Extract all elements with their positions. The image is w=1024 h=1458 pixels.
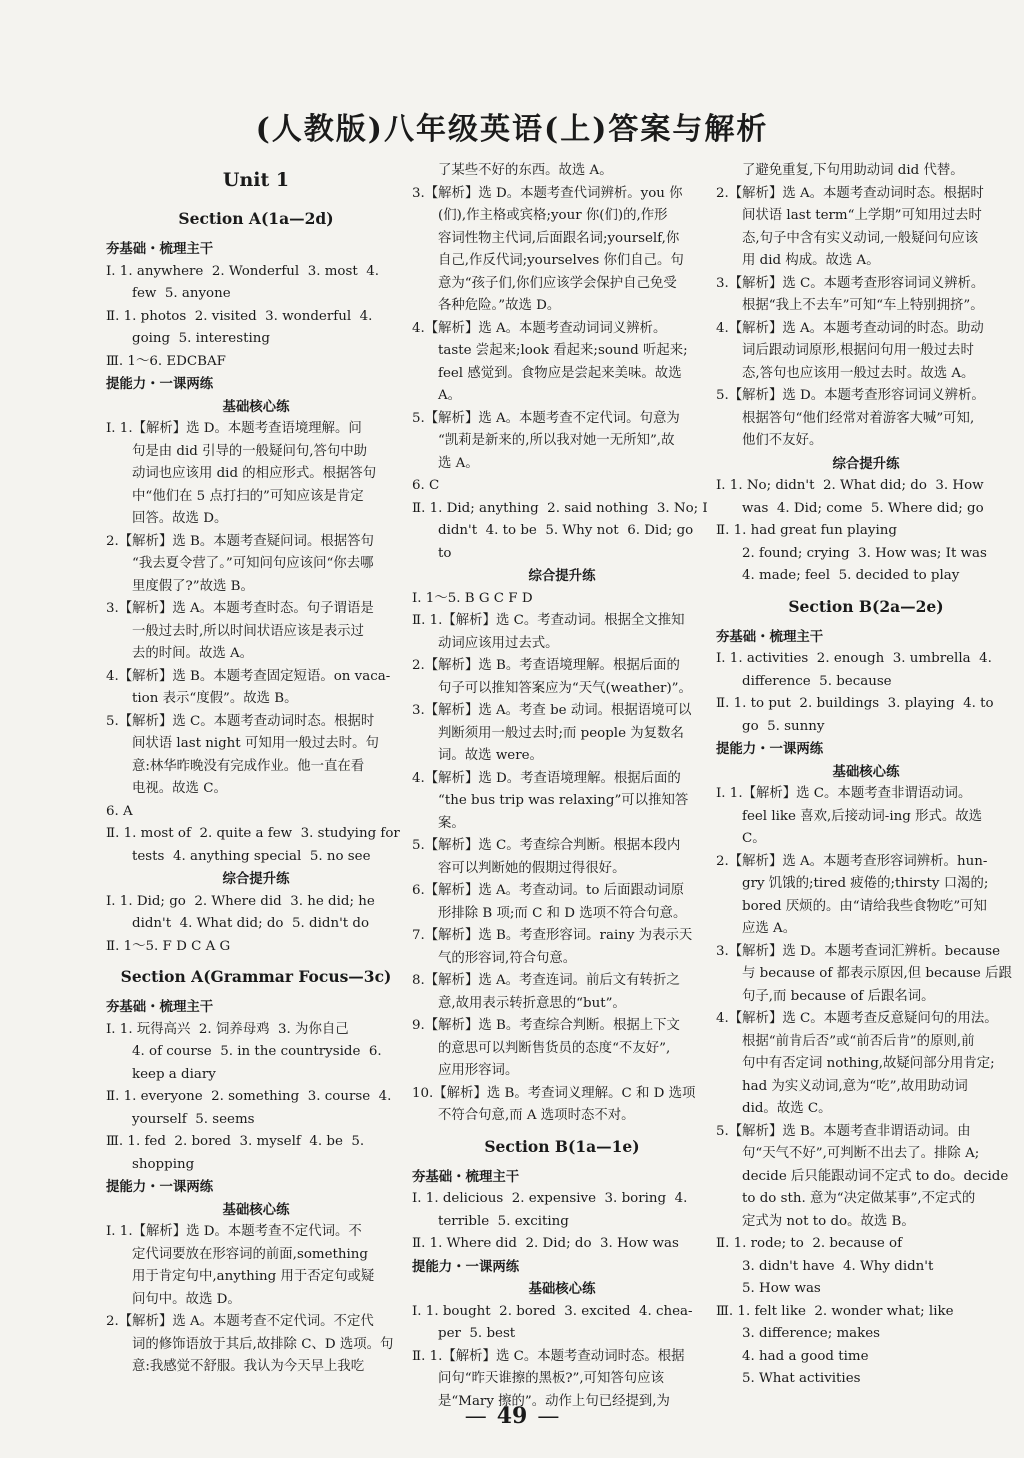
answer-line: 5.【解析】选 C。本题考查动词时态。根据时 [106, 713, 375, 729]
answer-line: Ⅱ. 1.【解析】选 C。考查动词。根据全文推知 [412, 613, 685, 628]
answer-line: Ⅰ. 1～5. B G C F D [412, 590, 533, 606]
block-heading: 提能力・一课两练 [106, 376, 214, 392]
answer-line-continued: 他们不友好。 [742, 433, 823, 448]
block-heading: 提能力・一课两练 [412, 1258, 520, 1275]
answer-line: Ⅰ. 1. Did; go 2. Where did 3. he did; he [106, 893, 375, 909]
answer-line-continued: 问句中。故选 D。 [132, 1291, 241, 1307]
answer-line-continued: 意为“孩子们,你们应该学会保护自己免受 [438, 275, 677, 291]
answer-line: Ⅱ. 1. Did; anything 2. said nothing 3. No; I [412, 500, 708, 516]
answer-line-continued: yourself 5. seems [132, 1111, 255, 1127]
answer-line-continued: 意,故用表示转折意思的“but”。 [438, 995, 626, 1011]
answer-line: Ⅱ. 1.【解析】选 C。本题考查动词时态。根据 [412, 1348, 685, 1364]
answer-line: Ⅰ. 1. activities 2. enough 3. umbrella 4. [716, 651, 992, 666]
answer-line: 4.【解析】选 B。本题考查固定短语。on vaca- [106, 668, 391, 684]
answer-line: 4.【解析】选 D。考查语境理解。根据后面的 [412, 770, 681, 786]
answer-line-continued: 定代词要放在形容词的前面,something [132, 1246, 368, 1262]
answer-line-continued: 意:我感觉不舒服。我认为今天早上我吃 [132, 1359, 365, 1374]
answer-line-continued: 去的时间。故选 A。 [132, 646, 254, 661]
answer-line: Ⅰ. 1.【解析】选 D。本题考查不定代词。不 [106, 1224, 362, 1239]
answer-line-continued: 态,答句也应该用一般过去时。故选 A。 [742, 365, 975, 381]
answer-line: Ⅰ. 1. bought 2. bored 3. excited 4. chea- [412, 1303, 693, 1319]
answer-line-continued: 句中有否定词 nothing,故疑问部分用肯定; [742, 1056, 995, 1071]
exercise-heading: 基础核心练 [832, 763, 900, 780]
answer-line-continued: 应选 A。 [742, 921, 797, 936]
answer-line-continued: per 5. best [438, 1326, 516, 1341]
answer-line: 10.【解析】选 B。考查词义理解。C 和 D 选项 [412, 1085, 696, 1101]
exercise-heading: 综合提升练 [222, 871, 290, 887]
answer-line: Ⅱ. 1～5. F D C A G [106, 938, 231, 954]
answer-line: 4.【解析】选 A。本题考查动词的时态。助动 [716, 320, 984, 336]
answer-line-continued: 回答。故选 D。 [132, 511, 228, 526]
answer-line: Ⅲ. 1. fed 2. bored 3. myself 4. be 5. [106, 1134, 365, 1149]
answer-line: 4.【解析】选 C。本题考查反意疑问句的用法。 [716, 1011, 998, 1026]
answer-line-continued: shopping [132, 1156, 195, 1172]
answer-line-continued: 词后跟动词原形,根据问句用一般过去时 [742, 343, 974, 358]
answer-line-continued: 根据“前肯后否”或“前否后肯”的原则,前 [742, 1033, 975, 1049]
answer-line-continued: 句是由 did 引导的一般疑问句,答句中助 [132, 443, 368, 459]
answer-line-continued: 动词也应该用 did 的相应形式。根据答句 [132, 466, 377, 481]
answer-line: 3.【解析】选 C。本题考查形容词词义辨析。 [716, 275, 985, 291]
answer-line-continued: 2. found; crying 3. How was; It was [742, 545, 987, 561]
answer-line: Ⅰ. 1.【解析】选 D。本题考查语境理解。问 [106, 421, 362, 436]
answer-line: 7.【解析】选 B。考查形容词。rainy 为表示天 [412, 928, 693, 943]
answer-line-continued: 一般过去时,所以时间状语应该是表示过 [132, 623, 364, 639]
answer-line-continued: 形排除 B 项;而 C 和 D 选项不符合句意。 [438, 905, 687, 921]
answer-line-continued: bored 厌烦的。由“请给我些食物吃”可知 [742, 898, 987, 914]
answer-line-continued: 词的修饰语放于其后,故排除 C、D 选项。句 [132, 1336, 394, 1352]
section-heading: Section B(2a—2e) [788, 596, 944, 616]
answer-line-continued: was 4. Did; come 5. Where did; go [742, 500, 984, 516]
answer-line: Ⅱ. 1. to put 2. buildings 3. playing 4. to [716, 696, 994, 711]
answer-line-continued: 容可以判断她的假期过得很好。 [438, 860, 626, 876]
answer-line-continued: A。 [438, 388, 462, 403]
page-title: (人教版)八年级英语(上)答案与解析 [255, 112, 769, 147]
answer-line-continued: 问句“昨天谁擦的黑板?”,可知答句应该 [438, 1371, 664, 1386]
block-heading: 夯基础・梳理主干 [412, 1168, 520, 1185]
answer-line: 3.【解析】选 A。本题考查时态。句子谓语是 [106, 601, 374, 616]
answer-line: 8.【解析】选 A。考查连词。前后文有转折之 [412, 973, 680, 988]
answer-line-continued: “凯莉是新来的,所以我对她一无所知”,故 [438, 433, 675, 448]
block-heading: 夯基础・梳理主干 [106, 241, 214, 257]
answer-line-continued: “我去夏令营了。”可知问句应该问“你去哪 [132, 556, 374, 571]
answer-line-continued: 用 did 构成。故选 A。 [742, 253, 880, 268]
answer-line-continued: did。故选 C。 [742, 1101, 832, 1116]
page-number: — 49 — [0, 1403, 1024, 1429]
answer-line-continued: terrible 5. exciting [438, 1213, 569, 1229]
section-heading: Section A(Grammar Focus—3c) [120, 967, 392, 986]
answer-line-continued: 句子可以推知答案应为“天气(weather)”。 [438, 680, 692, 696]
answer-line-continued: didn't 4. What did; do 5. didn't do [132, 916, 370, 931]
answer-line-continued: 5. What activities [742, 1371, 861, 1386]
answer-line-continued: (们),作主格或宾格;your 你(们)的,作形 [438, 208, 668, 223]
answer-line: 5.【解析】选 D。本题考查形容词词义辨析。 [716, 388, 985, 403]
exercise-heading: 基础核心练 [222, 398, 290, 415]
answer-line: 3.【解析】选 A。考查 be 动词。根据语境可以 [412, 703, 692, 718]
answer-line: 2.【解析】选 B。考查语境理解。根据后面的 [412, 658, 680, 673]
answer-line-continued: 里度假了?”故选 B。 [132, 578, 254, 594]
answer-line: 3.【解析】选 D。本题考查代词辨析。you 你 [412, 185, 683, 201]
answer-line: 5.【解析】选 B。本题考查非谓语动词。由 [716, 1123, 971, 1139]
answer-line-continued: 了避免重复,下句用助动词 did 代替。 [742, 163, 964, 178]
answer-line-continued: 应用形容词。 [438, 1063, 519, 1078]
answer-line: 5.【解析】选 C。考查综合判断。根据本段内 [412, 838, 681, 853]
answer-line-continued: 是“Mary 擦的”。动作上句已经提到,为 [438, 1393, 670, 1409]
answer-line-continued: feel 感觉到。食物应是尝起来美味。故选 [438, 365, 682, 381]
block-heading: 提能力・一课两练 [716, 741, 824, 757]
answer-line-continued: C。 [742, 831, 766, 846]
answer-line-continued: feel like 喜欢,后接动词-ing 形式。故选 [742, 808, 983, 824]
answer-line-continued: 4. made; feel 5. decided to play [742, 568, 960, 583]
answer-line-continued: few 5. anyone [132, 286, 231, 301]
column-left [106, 160, 406, 1379]
answer-line: 3.【解析】选 D。本题考查词汇辨析。because [716, 943, 1001, 959]
answer-line-continued: 间状语 last night 可知用一般过去时。句 [132, 736, 379, 751]
answer-line: Ⅰ. 1. anywhere 2. Wonderful 3. most 4. [106, 263, 380, 279]
exercise-heading: 基础核心练 [528, 1281, 596, 1297]
answer-line-continued: 气的形容词,符合句意。 [438, 950, 577, 966]
section-heading: Section A(1a—2d) [178, 209, 334, 228]
section-heading: Section B(1a—1e) [484, 1136, 640, 1156]
answer-line-continued: 定式为 not to do。故选 B。 [742, 1213, 915, 1229]
answer-line: Ⅱ. 1. had great fun playing [716, 523, 897, 538]
answer-line-continued: 判断须用一般过去时;而 people 为复数名 [438, 725, 684, 741]
answer-line: Ⅱ. 1. photos 2. visited 3. wonderful 4. [106, 308, 373, 324]
answer-line-continued: “the bus trip was relaxing”可以推知答案。 [438, 793, 689, 831]
answer-line-continued: 4. of course 5. in the countryside 6. [132, 1044, 382, 1059]
answer-line-continued: difference 5. because [742, 673, 892, 689]
answer-line: 2.【解析】选 B。本题考查疑问词。根据答句 [106, 533, 374, 549]
exercise-heading: 综合提升练 [832, 455, 900, 472]
answer-line: 5.【解析】选 A。本题考查不定代词。句意为 [412, 410, 680, 426]
block-heading: 夯基础・梳理主干 [106, 999, 214, 1015]
exercise-heading: 基础核心练 [222, 1201, 290, 1218]
answer-line-continued: keep a diary [132, 1066, 216, 1082]
answer-line: 2.【解析】选 A。本题考查形容词辨析。hun- [716, 853, 988, 869]
answer-line-continued: 意:林华昨晚没有完成作业。他一直在看 [132, 758, 365, 774]
answer-line-continued: had 为实义动词,意为“吃”,故用助动词 [742, 1078, 968, 1094]
answer-line: Ⅰ. 1.【解析】选 C。本题考查非谓语动词。 [716, 786, 972, 801]
answer-line: Ⅱ. 1. Where did 2. Did; do 3. How was [412, 1236, 679, 1251]
answer-line-continued: 容词性物主代词,后面跟名词;yourself,你 [438, 230, 680, 246]
answer-line: Ⅲ. 1. felt like 2. wonder what; like [716, 1303, 954, 1319]
answer-line: Ⅱ. 1. most of 2. quite a few 3. studying for [106, 826, 400, 841]
answer-line: 4.【解析】选 A。本题考查动词词义辨析。 [412, 320, 667, 336]
answer-line: 6. A [106, 803, 133, 819]
answer-line-continued: gry 饥饿的;tired 疲倦的;thirsty 口渴的; [742, 876, 989, 891]
answer-line-continued: taste 尝起来;look 看起来;sound 听起来; [438, 343, 688, 358]
answer-line-continued: decide 后只能跟动词不定式 to do。decide [742, 1168, 1009, 1184]
answer-line-continued: 自己,作反代词;yourselves 你们自己。句 [438, 253, 684, 268]
answer-line-continued: 用于肯定句中,anything 用于否定句或疑 [132, 1269, 375, 1284]
answer-line-continued: to do sth. 意为“决定做某事”,不定式的 [742, 1191, 976, 1206]
answer-line-continued: 态,句子中含有实义动词,一般疑问句应该 [742, 230, 979, 246]
answer-line: Ⅰ. 1. No; didn't 2. What did; do 3. How [716, 478, 984, 493]
answer-line-continued: 句子,而 because of 后跟名词。 [742, 988, 935, 1004]
answer-line: 2.【解析】选 A。本题考查不定代词。不定代 [106, 1314, 374, 1329]
answer-line-continued: 根据“我上不去车”可知“车上特别拥挤”。 [742, 298, 984, 313]
answer-line-continued: 电视。故选 C。 [132, 781, 227, 796]
answer-line-continued: 不符合句意,而 A 选项时态不对。 [438, 1108, 635, 1123]
column-right [716, 160, 1016, 1391]
answer-line-continued: 的意思可以判断售货员的态度“不友好”, [438, 1040, 671, 1056]
answer-line: 9.【解析】选 B。考查综合判断。根据上下文 [412, 1018, 680, 1033]
answer-line-continued: tion 表示“度假”。故选 B。 [132, 691, 298, 706]
answer-line-continued: 各种危险。”故选 D。 [438, 298, 561, 313]
answer-line-continued: 与 because of 都表示原因,但 because 后跟 [742, 966, 1012, 981]
answer-line: Ⅰ. 1. delicious 2. expensive 3. boring 4. [412, 1191, 688, 1206]
answer-line-continued: 3. didn't have 4. Why didn't [742, 1258, 934, 1274]
answer-line-continued: 了某些不好的东西。故选 A。 [438, 163, 613, 178]
answer-line-continued: 3. difference; makes [742, 1326, 881, 1341]
answer-line: Ⅲ. 1～6. EDCBAF [106, 353, 226, 369]
answer-line-continued: going 5. interesting [132, 331, 270, 346]
unit-heading: Unit 1 [222, 169, 290, 191]
block-heading: 提能力・一课两练 [106, 1179, 214, 1195]
answer-line: 6.【解析】选 A。考查动词。to 后面跟动词原 [412, 883, 685, 898]
answer-line: Ⅱ. 1. everyone 2. something 3. course 4. [106, 1089, 392, 1104]
column-middle [412, 160, 712, 1413]
answer-line-continued: 句“天气不好”,可判断不出去了。排除 A; [742, 1146, 980, 1161]
answer-line-continued: go 5. sunny [742, 718, 825, 734]
answer-line-continued: 中“他们在 5 点打扫的”可知应该是肯定 [132, 488, 364, 504]
answer-line-continued: 5. How was [742, 1281, 821, 1296]
answer-line-continued: to [438, 545, 452, 561]
answer-line: 2.【解析】选 A。本题考查动词时态。根据时 [716, 185, 984, 201]
answer-line-continued: 间状语 last term“上学期”可知用过去时 [742, 208, 982, 223]
answer-line-continued: 4. had a good time [742, 1348, 869, 1364]
answer-line-continued: tests 4. anything special 5. no see [132, 848, 371, 864]
answer-line: Ⅱ. 1. rode; to 2. because of [716, 1236, 903, 1251]
answer-line-continued: 动词应该用过去式。 [438, 635, 559, 651]
answer-line-continued: 根据答句“他们经常对着游客大喊”可知, [742, 410, 975, 426]
block-heading: 夯基础・梳理主干 [716, 628, 824, 645]
answer-line: 6. C [412, 478, 440, 493]
exercise-heading: 综合提升练 [528, 568, 596, 584]
answer-line-continued: 选 A。 [438, 455, 479, 471]
answer-line: Ⅰ. 1. 玩得高兴 2. 饲养母鸡 3. 为你自己 [106, 1021, 349, 1037]
answer-line-continued: didn't 4. to be 5. Why not 6. Did; go [438, 523, 694, 538]
answer-line-continued: 词。故选 were。 [438, 748, 543, 763]
